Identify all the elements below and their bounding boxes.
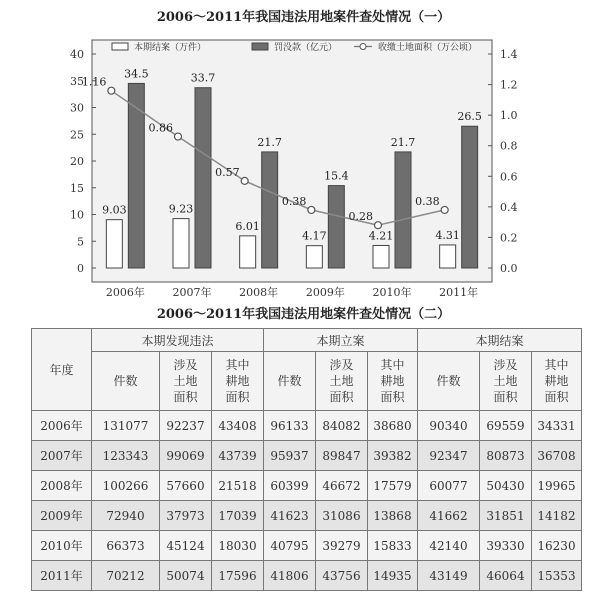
label-land-recovered: 0.57 bbox=[215, 165, 240, 179]
value-cell: 57660 bbox=[160, 471, 212, 501]
value-cell: 46672 bbox=[316, 471, 368, 501]
right-tick-label: 0.0 bbox=[500, 262, 518, 275]
value-cell: 70212 bbox=[92, 561, 160, 591]
value-cell: 50074 bbox=[160, 561, 212, 591]
year-cell: 2006年 bbox=[32, 411, 92, 441]
value-cell: 60399 bbox=[264, 471, 316, 501]
value-cell: 34331 bbox=[532, 411, 582, 441]
year-cell: 2010年 bbox=[32, 531, 92, 561]
legend bbox=[112, 41, 477, 53]
value-cell: 18030 bbox=[212, 531, 264, 561]
data-table-wrapper bbox=[31, 328, 582, 591]
year-cell: 2011年 bbox=[32, 561, 92, 591]
bar-cases-closed bbox=[440, 245, 456, 268]
label-fines: 34.5 bbox=[124, 67, 149, 81]
legend-marker bbox=[360, 44, 366, 50]
value-cell: 31086 bbox=[316, 501, 368, 531]
bar-fines bbox=[195, 88, 211, 268]
year-header: 年度 bbox=[32, 329, 92, 411]
value-cell: 80873 bbox=[480, 441, 532, 471]
point-land-recovered bbox=[441, 206, 448, 213]
label-cases-closed: 4.17 bbox=[302, 229, 327, 243]
table-title: 2006～2011年我国违法用地案件查处情况（二） bbox=[156, 307, 451, 322]
right-tick-label: 0.8 bbox=[500, 139, 518, 153]
table-row bbox=[32, 411, 582, 441]
year-cell: 2009年 bbox=[32, 501, 92, 531]
x-tick-label: 2010年 bbox=[372, 286, 412, 299]
value-cell: 41806 bbox=[264, 561, 316, 591]
left-tick-label: 25 bbox=[70, 128, 84, 142]
subheader-cell: 涉及 土地 面积 bbox=[480, 352, 532, 411]
value-cell: 60077 bbox=[418, 471, 480, 501]
value-cell: 39279 bbox=[316, 531, 368, 561]
label-fines: 33.7 bbox=[190, 71, 216, 85]
label-land-recovered: 0.86 bbox=[148, 121, 173, 135]
value-cell: 40795 bbox=[264, 531, 316, 561]
value-cell: 36708 bbox=[532, 441, 582, 471]
label-cases-closed: 4.31 bbox=[435, 228, 460, 242]
value-cell: 39382 bbox=[368, 441, 418, 471]
value-cell: 17039 bbox=[212, 501, 264, 531]
legend-label: 罚没款（亿元） bbox=[274, 43, 338, 53]
table-row bbox=[32, 471, 582, 501]
bar-fines bbox=[262, 152, 278, 268]
value-cell: 92237 bbox=[160, 411, 212, 441]
value-cell: 43756 bbox=[316, 561, 368, 591]
value-cell: 99069 bbox=[160, 441, 212, 471]
subheader-cell: 件数 bbox=[92, 352, 160, 411]
value-cell: 43739 bbox=[212, 441, 264, 471]
value-cell: 72940 bbox=[92, 501, 160, 531]
value-cell: 31851 bbox=[480, 501, 532, 531]
value-cell: 131077 bbox=[92, 411, 160, 441]
table-row bbox=[32, 501, 582, 531]
left-tick-label: 20 bbox=[70, 155, 84, 168]
point-land-recovered bbox=[108, 87, 115, 94]
point-land-recovered bbox=[375, 222, 382, 229]
x-axis-labels bbox=[106, 285, 478, 299]
subheader-cell: 其中 耕地 面积 bbox=[532, 352, 582, 411]
label-fines: 15.4 bbox=[324, 169, 349, 183]
value-cell: 50430 bbox=[480, 471, 532, 501]
legend-label: 收缴土地面积（万公顷） bbox=[378, 43, 478, 53]
chart-title: 2006～2011年我国违法用地案件查处情况（一） bbox=[156, 10, 451, 25]
year-cell: 2007年 bbox=[32, 441, 92, 471]
right-tick-label: 0.6 bbox=[500, 170, 518, 184]
bar-cases-closed bbox=[306, 246, 322, 268]
value-cell: 19965 bbox=[532, 471, 582, 501]
group-header-closed: 本期结案 bbox=[418, 329, 582, 352]
value-cell: 69559 bbox=[480, 411, 532, 441]
value-cell: 15353 bbox=[532, 561, 582, 591]
bar-cases-closed bbox=[373, 245, 389, 268]
subheader-cell: 件数 bbox=[418, 352, 480, 411]
value-cell: 41623 bbox=[264, 501, 316, 531]
label-land-recovered: 0.28 bbox=[348, 210, 373, 224]
point-land-recovered bbox=[175, 133, 182, 140]
label-cases-closed: 6.01 bbox=[235, 219, 260, 233]
value-cell: 95937 bbox=[264, 441, 316, 471]
label-cases-closed: 9.03 bbox=[102, 203, 127, 217]
subheader-cell: 涉及 土地 面积 bbox=[160, 352, 212, 411]
label-land-recovered: 1.16 bbox=[81, 75, 107, 89]
value-cell: 92347 bbox=[418, 441, 480, 471]
right-tick-label: 0.2 bbox=[500, 231, 518, 245]
value-cell: 14182 bbox=[532, 501, 582, 531]
right-tick-label: 1.2 bbox=[500, 78, 518, 92]
label-fines: 21.7 bbox=[257, 135, 282, 149]
label-land-recovered: 0.38 bbox=[281, 194, 307, 208]
value-cell: 89847 bbox=[316, 441, 368, 471]
label-fines: 26.5 bbox=[457, 110, 482, 124]
value-cell: 16230 bbox=[532, 531, 582, 561]
point-land-recovered bbox=[308, 206, 315, 213]
group-header-discovered: 本期发现违法 bbox=[92, 329, 264, 352]
legend-label: 本期结案（万件） bbox=[134, 43, 207, 53]
table-row bbox=[32, 561, 582, 591]
label-cases-closed: 9.23 bbox=[168, 202, 194, 216]
table-row bbox=[32, 531, 582, 561]
label-fines: 21.7 bbox=[390, 135, 416, 149]
left-tick-label: 5 bbox=[77, 235, 84, 249]
table-row bbox=[32, 441, 582, 471]
label-cases-closed: 4.21 bbox=[368, 229, 394, 243]
x-tick-label: 2006年 bbox=[105, 286, 145, 299]
subheader-cell: 其中 耕地 面积 bbox=[212, 352, 264, 411]
legend-swatch bbox=[252, 43, 268, 50]
label-land-recovered: 0.38 bbox=[415, 194, 440, 208]
value-cell: 17579 bbox=[368, 471, 418, 501]
value-cell: 96133 bbox=[264, 411, 316, 441]
value-cell: 14935 bbox=[368, 561, 418, 591]
value-cell: 17596 bbox=[212, 561, 264, 591]
subheader-cell: 件数 bbox=[264, 352, 316, 411]
legend-swatch bbox=[112, 43, 128, 50]
left-tick-label: 40 bbox=[70, 48, 84, 61]
value-cell: 46064 bbox=[480, 561, 532, 591]
x-tick-label: 2009年 bbox=[305, 286, 345, 299]
value-cell: 43149 bbox=[418, 561, 480, 591]
bar-fines bbox=[395, 152, 411, 268]
value-cell: 13868 bbox=[368, 501, 418, 531]
value-cell: 42140 bbox=[418, 531, 480, 561]
value-cell: 37973 bbox=[160, 501, 212, 531]
group-header-filed: 本期立案 bbox=[264, 329, 418, 352]
value-cell: 21518 bbox=[212, 471, 264, 501]
value-cell: 39330 bbox=[480, 531, 532, 561]
value-cell: 90340 bbox=[418, 411, 480, 441]
x-tick-label: 2007年 bbox=[172, 286, 212, 299]
point-land-recovered bbox=[241, 177, 248, 184]
right-tick-label: 1.0 bbox=[500, 109, 518, 123]
bar-cases-closed bbox=[240, 236, 256, 268]
value-cell: 45124 bbox=[160, 531, 212, 561]
right-tick-label: 1.4 bbox=[500, 48, 518, 61]
left-tick-label: 35 bbox=[70, 74, 84, 88]
left-tick-label: 0 bbox=[77, 262, 84, 275]
value-cell: 15833 bbox=[368, 531, 418, 561]
left-tick-label: 30 bbox=[70, 101, 84, 115]
bar-fines bbox=[328, 186, 344, 268]
bar-cases-closed bbox=[106, 220, 122, 268]
plot-frame bbox=[92, 40, 492, 282]
subheader-cell: 其中 耕地 面积 bbox=[368, 352, 418, 411]
value-cell: 100266 bbox=[92, 471, 160, 501]
value-cell: 66373 bbox=[92, 531, 160, 561]
value-cell: 43408 bbox=[212, 411, 264, 441]
bar-cases-closed bbox=[173, 219, 189, 268]
value-cell: 41662 bbox=[418, 501, 480, 531]
right-tick-label: 0.4 bbox=[500, 200, 518, 214]
left-tick-label: 10 bbox=[70, 208, 84, 222]
bar-fines bbox=[462, 126, 478, 268]
subheader-cell: 涉及 土地 面积 bbox=[316, 352, 368, 411]
value-cell: 84082 bbox=[316, 411, 368, 441]
x-tick-label: 2011年 bbox=[439, 286, 479, 299]
year-cell: 2008年 bbox=[32, 471, 92, 501]
left-tick-label: 15 bbox=[70, 181, 84, 195]
combo-chart bbox=[0, 26, 607, 304]
value-cell: 38680 bbox=[368, 411, 418, 441]
value-cell: 123343 bbox=[92, 441, 160, 471]
data-table bbox=[31, 328, 582, 591]
x-tick-label: 2008年 bbox=[239, 286, 279, 299]
